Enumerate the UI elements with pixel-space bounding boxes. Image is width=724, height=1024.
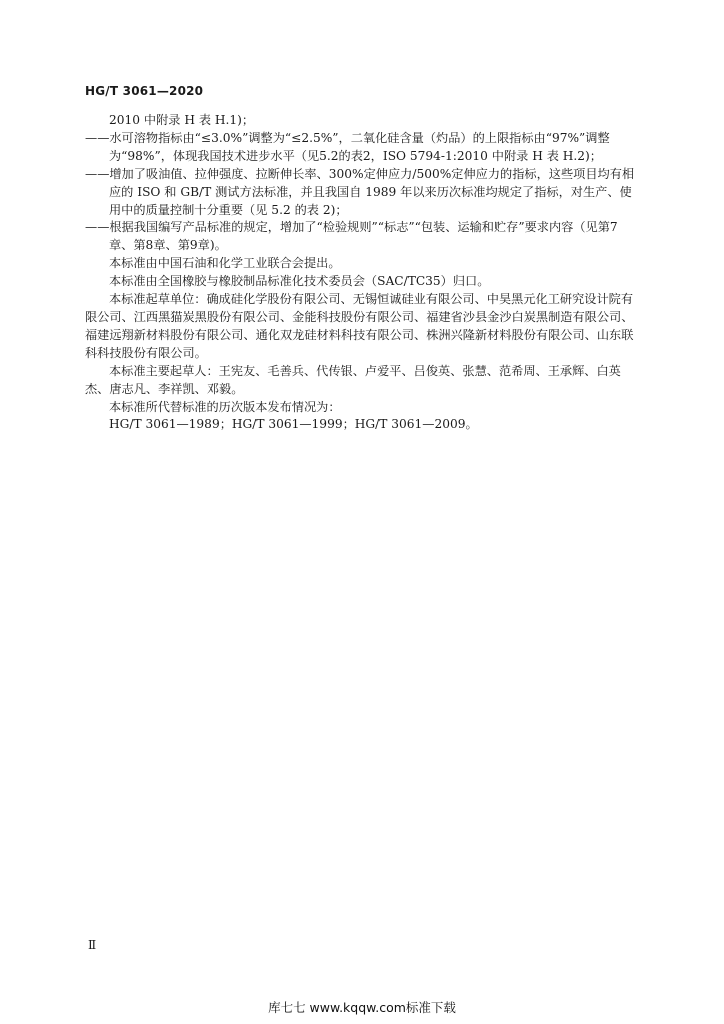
paragraph-history-intro: 本标准所代替标准的历次版本发布情况为： [109,399,341,414]
document-body [85,112,641,434]
bullet-item: ——水可溶物指标由“≤3.0%”调整为“≤2.5%”，二氧化硅含量（灼品）的上限指标由“97%”调整为“98%”，体现我国技术进步水平（见5.2的表2，ISO 5794-1:2010 中附录 H 表 H.2)； [85,130,610,163]
paragraph-drafters: 本标准主要起草人：王宪友、毛善兵、代传银、卢爱平、吕俊英、张慧、范希周、王承辉、白英杰、唐志凡、李祥凯、邓毅。 [85,363,621,396]
page-number: Ⅱ [88,938,97,952]
footer-watermark: 库七七 www.kqqw.com标准下载 [268,1000,456,1015]
standard-code-header: HG/T 3061—2020 [85,84,204,98]
continuation-line: 2010 中附录 H 表 H.1)； [109,113,255,127]
paragraph-technical-committee: 本标准由全国橡胶与橡胶制品标准化技术委员会（SAC/TC35）归口。 [109,274,490,289]
paragraph-proposer: 本标准由中国石油和化学工业联合会提出。 [109,256,341,271]
bullet-item: ——根据我国编写产品标准的规定，增加了“检验规则”“标志”“包装、运输和贮存”要求内容（见第7章、第8章、第9章)。 [85,220,618,253]
history-versions: HG/T 3061—1989；HG/T 3061—1999；HG/T 3061—2009。 [109,417,478,432]
bullet-item: ——增加了吸油值、拉伸强度、拉断伸长率、300%定伸应力/500%定伸应力的指标，这些项目均有相应的 ISO 和 GB/T 测试方法标准，并且我国自 1989 年以来历次标准均规定了指标，对生产、使用中的质量控制十分重要（见 5.2 的表 2)； [85,166,635,217]
paragraph-drafting-units: 本标准起草单位：确成硅化学股份有限公司、无锡恒诚硅业有限公司、中昊黑元化工研究设计院有限公司、江西黑猫炭黑股份有限公司、金能科技股份有限公司、福建省沙县金沙白炭黑制造有限公司、福建远翔新材料股份有限公司、通化双龙硅材料科技有限公司、株洲兴隆新材料股份有限公司、山东联科科技股份有限公司。 [85,292,634,360]
